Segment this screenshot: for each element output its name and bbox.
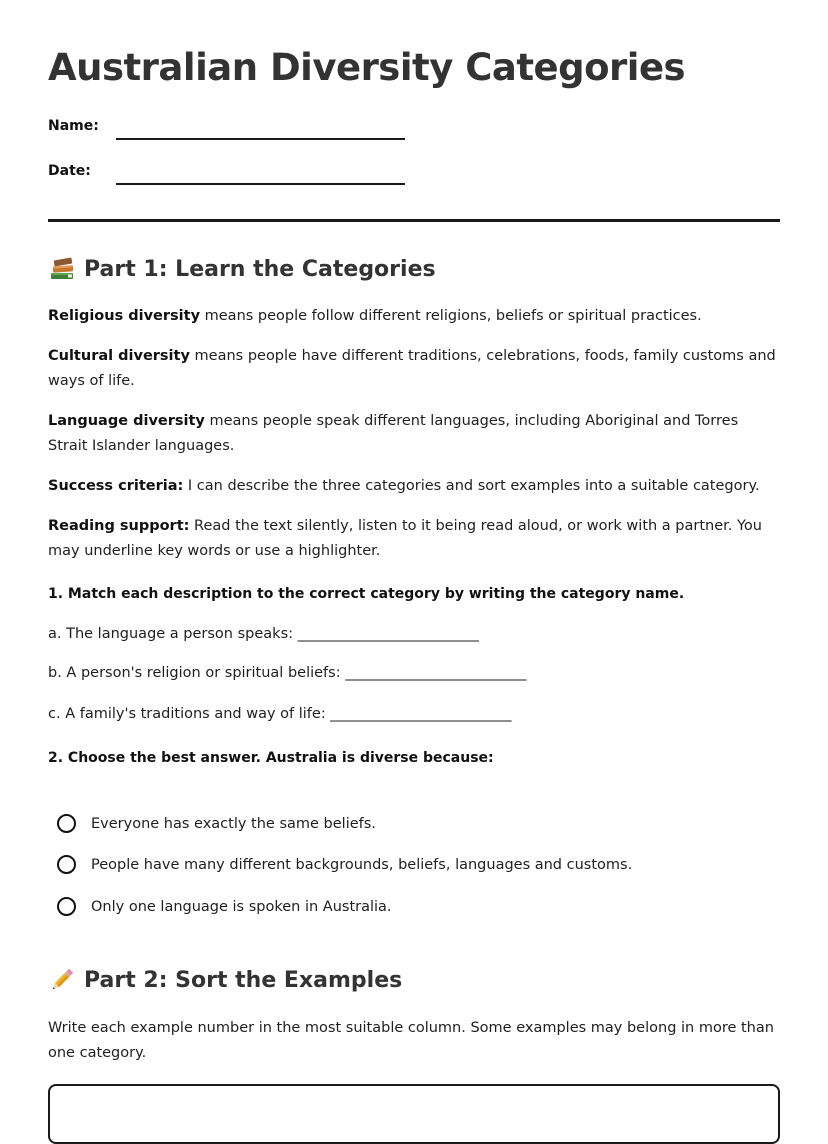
reading-support xyxy=(48,514,782,564)
part2-heading-text: Part 2: Sort the Examples xyxy=(84,967,403,993)
radio-button[interactable] xyxy=(57,814,76,833)
success-criteria xyxy=(48,474,782,499)
part2-instructions: Write each example number in the most suitable column. Some examples may belong in more than one category. xyxy=(48,1020,774,1061)
part1-heading-text: Part 1: Learn the Categories xyxy=(84,256,436,282)
books-icon xyxy=(48,255,76,283)
question-1-prompt: 1. Match each description to the correct category by writing the category name. xyxy=(48,586,685,602)
question-1c[interactable]: c. A family's traditions and way of life: _________________________ xyxy=(48,706,512,722)
reading-term: Reading support: xyxy=(48,518,190,534)
date-label: Date: xyxy=(48,163,91,179)
question-2-option-1[interactable] xyxy=(57,814,376,833)
language-definition xyxy=(48,409,782,459)
option-label: People have many different backgrounds, beliefs, languages and customs. xyxy=(91,856,633,873)
page-title: Australian Diversity Categories xyxy=(48,46,686,89)
success-text: I can describe the three categories and sort examples into a suitable category. xyxy=(183,478,760,494)
language-text: means people speak different languages, including Aboriginal and Torres Strait Islander languages. xyxy=(48,413,739,454)
radio-button[interactable] xyxy=(57,855,76,874)
question-2-option-3[interactable] xyxy=(57,897,392,916)
radio-button[interactable] xyxy=(57,897,76,916)
sort-table[interactable] xyxy=(48,1084,780,1144)
question-1b[interactable]: b. A person's religion or spiritual beliefs: _________________________ xyxy=(48,665,527,681)
question-1a[interactable]: a. The language a person speaks: _________________________ xyxy=(48,626,479,642)
cultural-term: Cultural diversity xyxy=(48,348,190,364)
success-term: Success criteria: xyxy=(48,478,184,494)
cultural-definition xyxy=(48,344,782,394)
pencil-icon xyxy=(48,966,76,994)
date-field[interactable] xyxy=(116,183,405,185)
part1-heading xyxy=(48,255,436,283)
part2-heading xyxy=(48,966,402,994)
language-term: Language diversity xyxy=(48,413,205,429)
religious-term: Religious diversity xyxy=(48,308,201,324)
question-2-prompt: 2. Choose the best answer. Australia is diverse because: xyxy=(48,750,494,766)
option-label: Everyone has exactly the same beliefs. xyxy=(91,815,376,832)
option-label: Only one language is spoken in Australia. xyxy=(91,898,392,915)
reading-text: Read the text silently, listen to it being read aloud, or work with a partner. You may underline key words or use a highlighter. xyxy=(48,518,762,559)
section-divider xyxy=(48,219,780,222)
cultural-text: means people have different traditions, celebrations, foods, family customs and ways of life. xyxy=(48,348,776,389)
question-2-option-2[interactable] xyxy=(57,855,632,874)
religious-definition xyxy=(48,304,782,329)
name-field[interactable] xyxy=(116,138,405,140)
name-label: Name: xyxy=(48,118,99,134)
religious-text: means people follow different religions, beliefs or spiritual practices. xyxy=(200,308,702,324)
